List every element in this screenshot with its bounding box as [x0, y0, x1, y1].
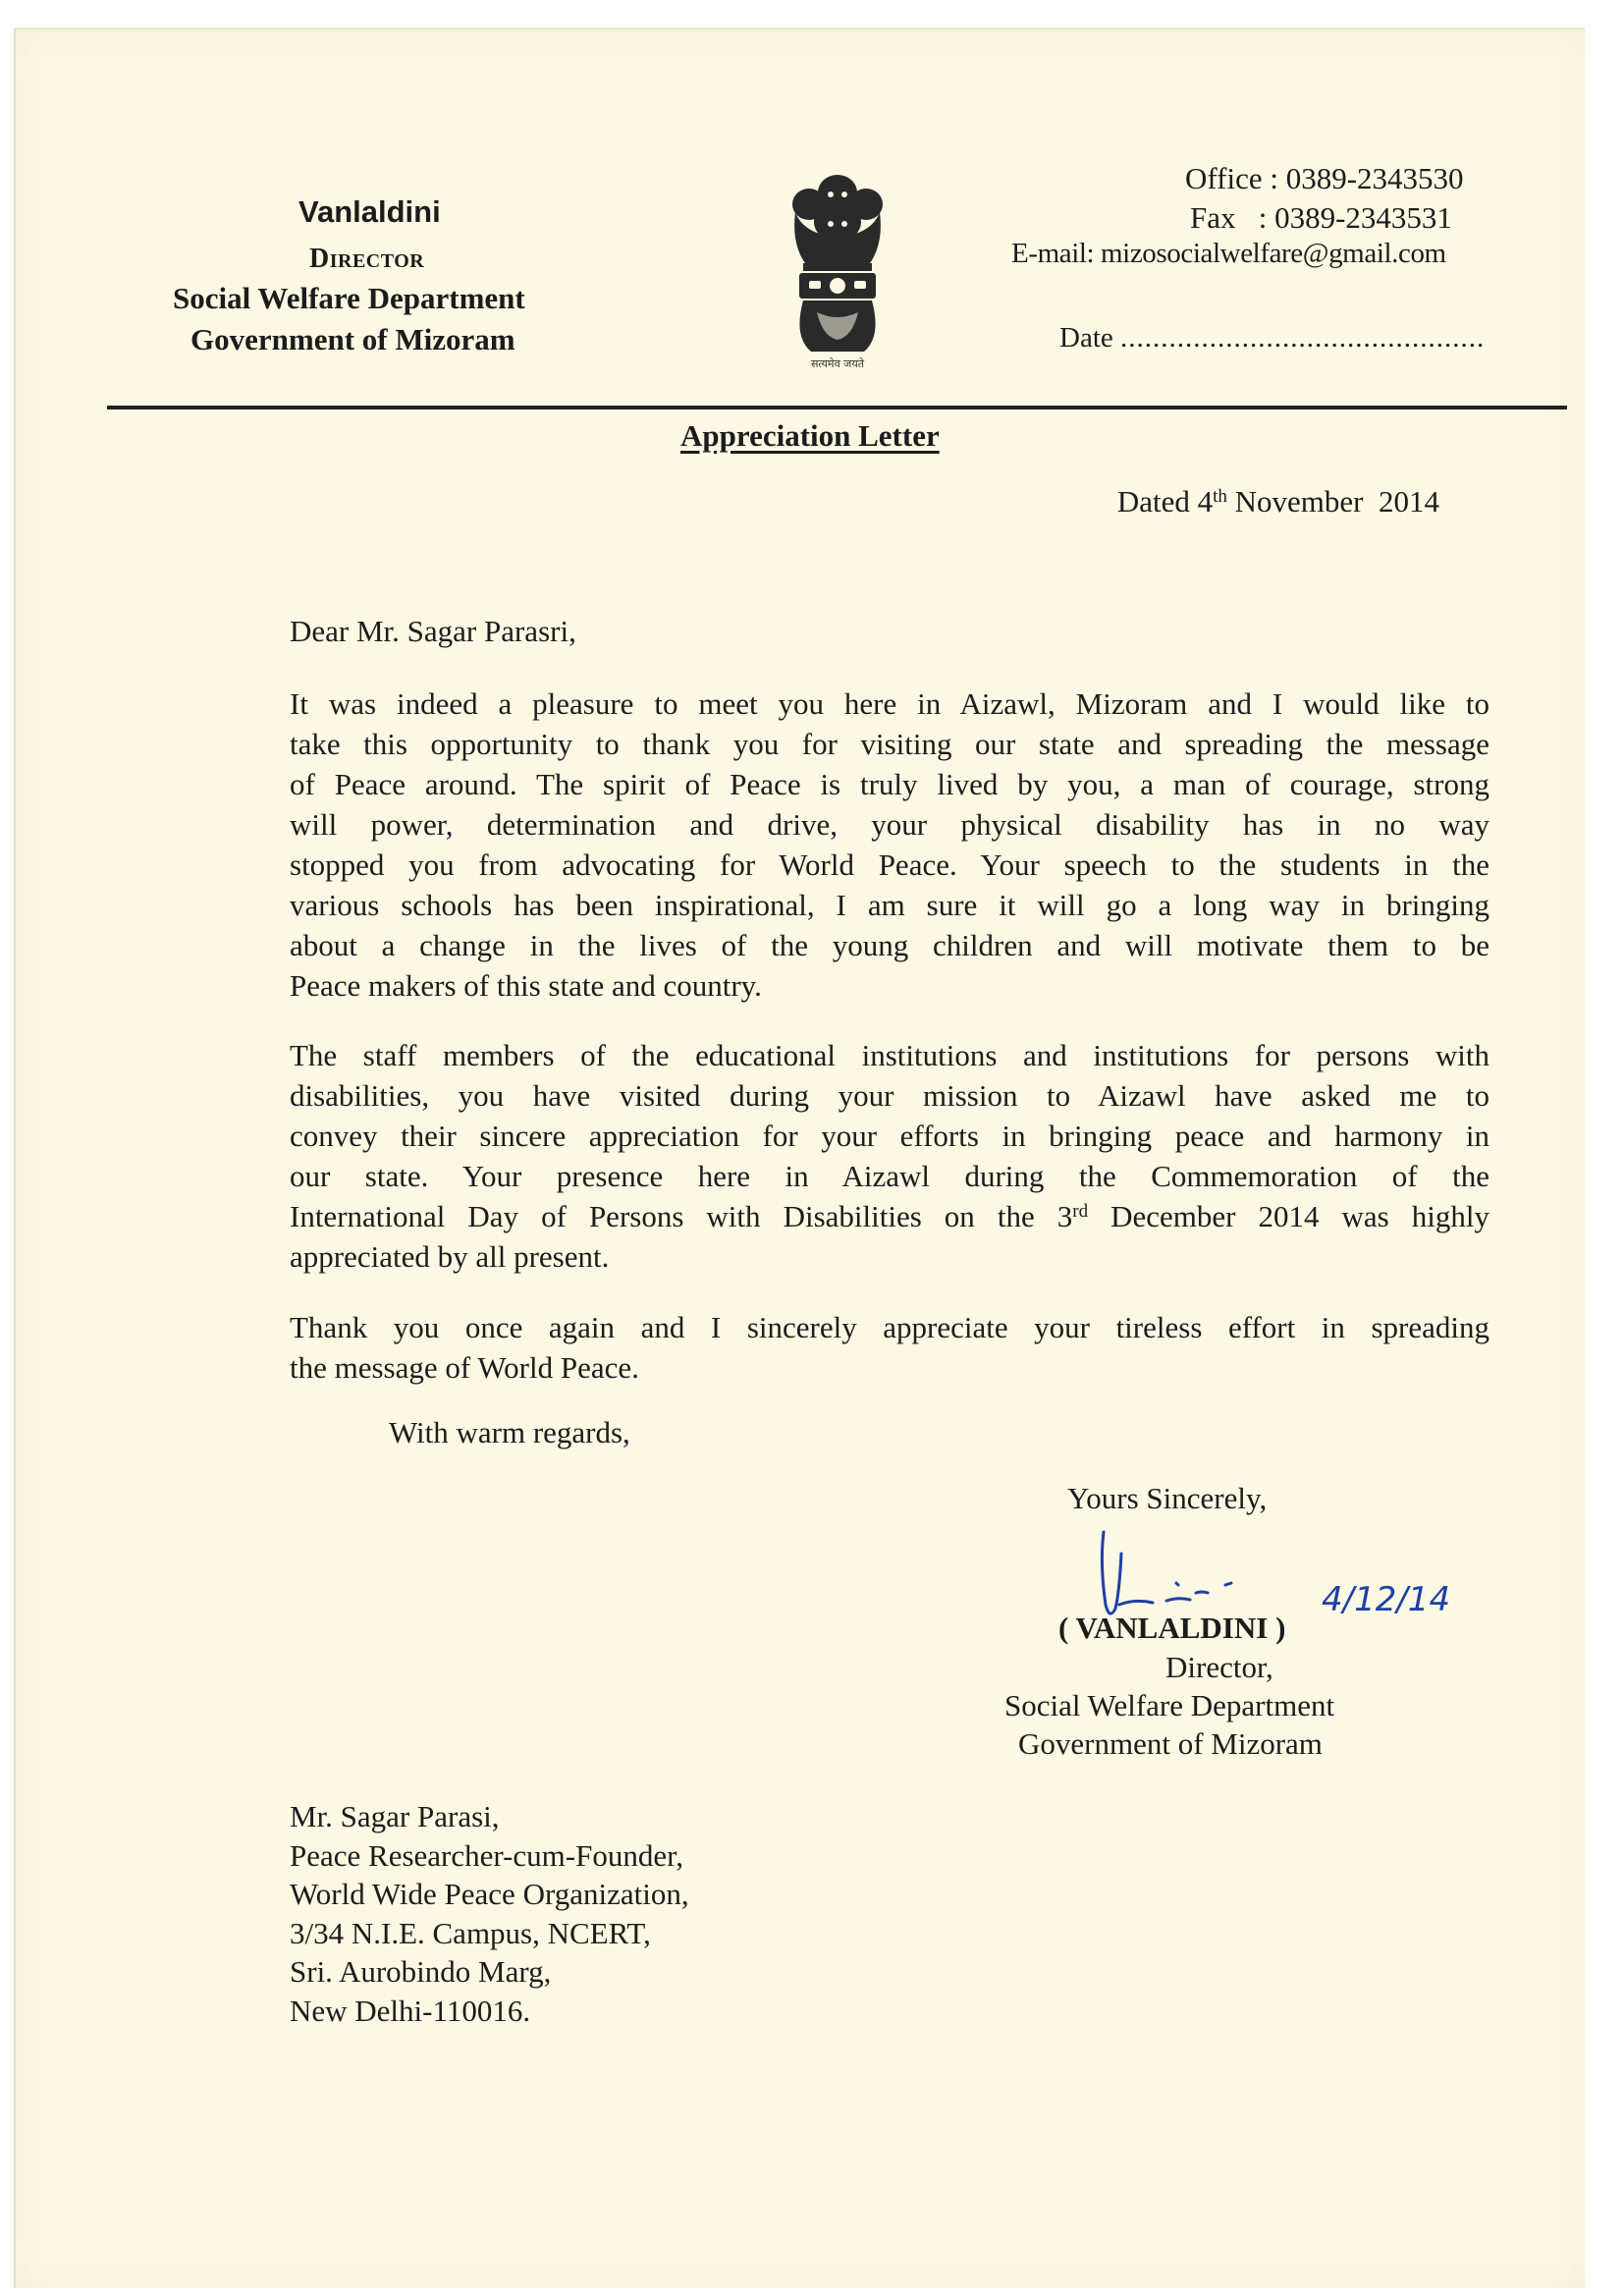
- address-line: 3/34 N.I.E. Campus, NCERT,: [290, 1915, 651, 1950]
- letter-subject: Appreciation Letter: [680, 418, 940, 453]
- date-blank-line: .............................................: [1120, 322, 1486, 354]
- paragraph-line: about a change in the lives of the young children and will motivate them to be: [290, 928, 1489, 962]
- paragraph-line: various schools has been inspirational, I am sure it will go a long way in bringing: [290, 888, 1489, 922]
- header-divider: [107, 406, 1567, 410]
- paragraph-line: the message of World Peace.: [290, 1350, 639, 1385]
- letterhead-government: Government of Mizoram: [190, 322, 515, 356]
- signatory-role: Director,: [1165, 1650, 1273, 1684]
- salutation: Dear Mr. Sagar Parasri,: [290, 614, 576, 648]
- address-line: Sri. Aurobindo Marg,: [290, 1954, 552, 1989]
- paragraph-line: take this opportunity to thank you for visiting our state and spreading the message: [290, 727, 1489, 761]
- paragraph-3: [290, 1307, 1489, 1388]
- paragraph-line: Peace makers of this state and country.: [290, 968, 762, 1003]
- paragraph-line: convey their sincere appreciation for your efforts in bringing peace and harmony in: [290, 1119, 1489, 1153]
- paragraph-line: It was indeed a pleasure to meet you here in Aizawl, Mizoram and I would like to: [290, 686, 1489, 721]
- paragraph-line: of Peace around. The spirit of Peace is truly lived by you, a man of courage, strong: [290, 767, 1489, 801]
- paragraph-line: will power, determination and drive, your physical disability has in no way: [290, 807, 1489, 842]
- paragraph-line: disabilities, you have visited during your mission to Aizawl have asked me to: [290, 1078, 1489, 1113]
- paragraph-line: Thank you once again and I sincerely appreciate your tireless effort in spreading: [290, 1310, 1489, 1344]
- email-address: E-mail: mizosocialwelfare@gmail.com: [1011, 238, 1446, 269]
- closing-regards: With warm regards,: [389, 1415, 630, 1449]
- paragraph-line: appreciated by all present.: [290, 1239, 610, 1274]
- line5-after: December 2014 was highly: [1088, 1199, 1489, 1233]
- paragraph-line: stopped you from advocating for World Peace. Your speech to the students in the: [290, 847, 1489, 882]
- dated-rest: November 2014: [1226, 484, 1439, 519]
- recipient-address: [290, 1797, 689, 2030]
- paragraph-line: our state. Your presence here in Aizawl during the Commemoration of the: [290, 1159, 1489, 1193]
- signatory-government: Government of Mizoram: [1018, 1726, 1323, 1761]
- line5-before: International Day of Persons with Disabilities on the 3: [290, 1199, 1073, 1233]
- signatory-department: Social Welfare Department: [1004, 1688, 1335, 1722]
- line5-sup: rd: [1072, 1201, 1089, 1222]
- national-emblem-icon: [774, 165, 901, 371]
- office-phone: Office : 0389-2343530: [1185, 161, 1464, 195]
- signatory-name: ( VANLALDINI ): [1058, 1611, 1286, 1645]
- letterhead-department: Social Welfare Department: [173, 281, 525, 315]
- letterhead-name: Vanlaldini: [298, 194, 441, 229]
- paragraph-2: [290, 1035, 1489, 1277]
- address-line: World Wide Peace Organization,: [290, 1877, 689, 1911]
- paragraph-line: [290, 1196, 1489, 1236]
- date-label: Date: [1059, 322, 1113, 354]
- signature-date: 4/12/14: [1322, 1580, 1451, 1619]
- paragraph-1: [290, 683, 1489, 1006]
- emblem-caption: सत्यमेव जयते: [810, 357, 865, 370]
- letterhead-designation: Director: [309, 244, 425, 274]
- signoff: Yours Sincerely,: [1067, 1481, 1268, 1515]
- fax-number: Fax : 0389-2343531: [1190, 200, 1452, 235]
- dated-suffix: th: [1213, 486, 1227, 507]
- paragraph-line: The staff members of the educational institutions and institutions for persons with: [290, 1038, 1489, 1072]
- address-line: New Delhi-110016.: [290, 1993, 531, 2028]
- letterhead-date-field: [1059, 322, 1485, 355]
- address-line: Peace Researcher-cum-Founder,: [290, 1837, 683, 1873]
- address-line: Mr. Sagar Parasi,: [290, 1799, 500, 1833]
- letter-date: [1117, 484, 1439, 519]
- letter-sheet: [14, 27, 1585, 2288]
- dated-prefix: Dated 4: [1116, 484, 1214, 519]
